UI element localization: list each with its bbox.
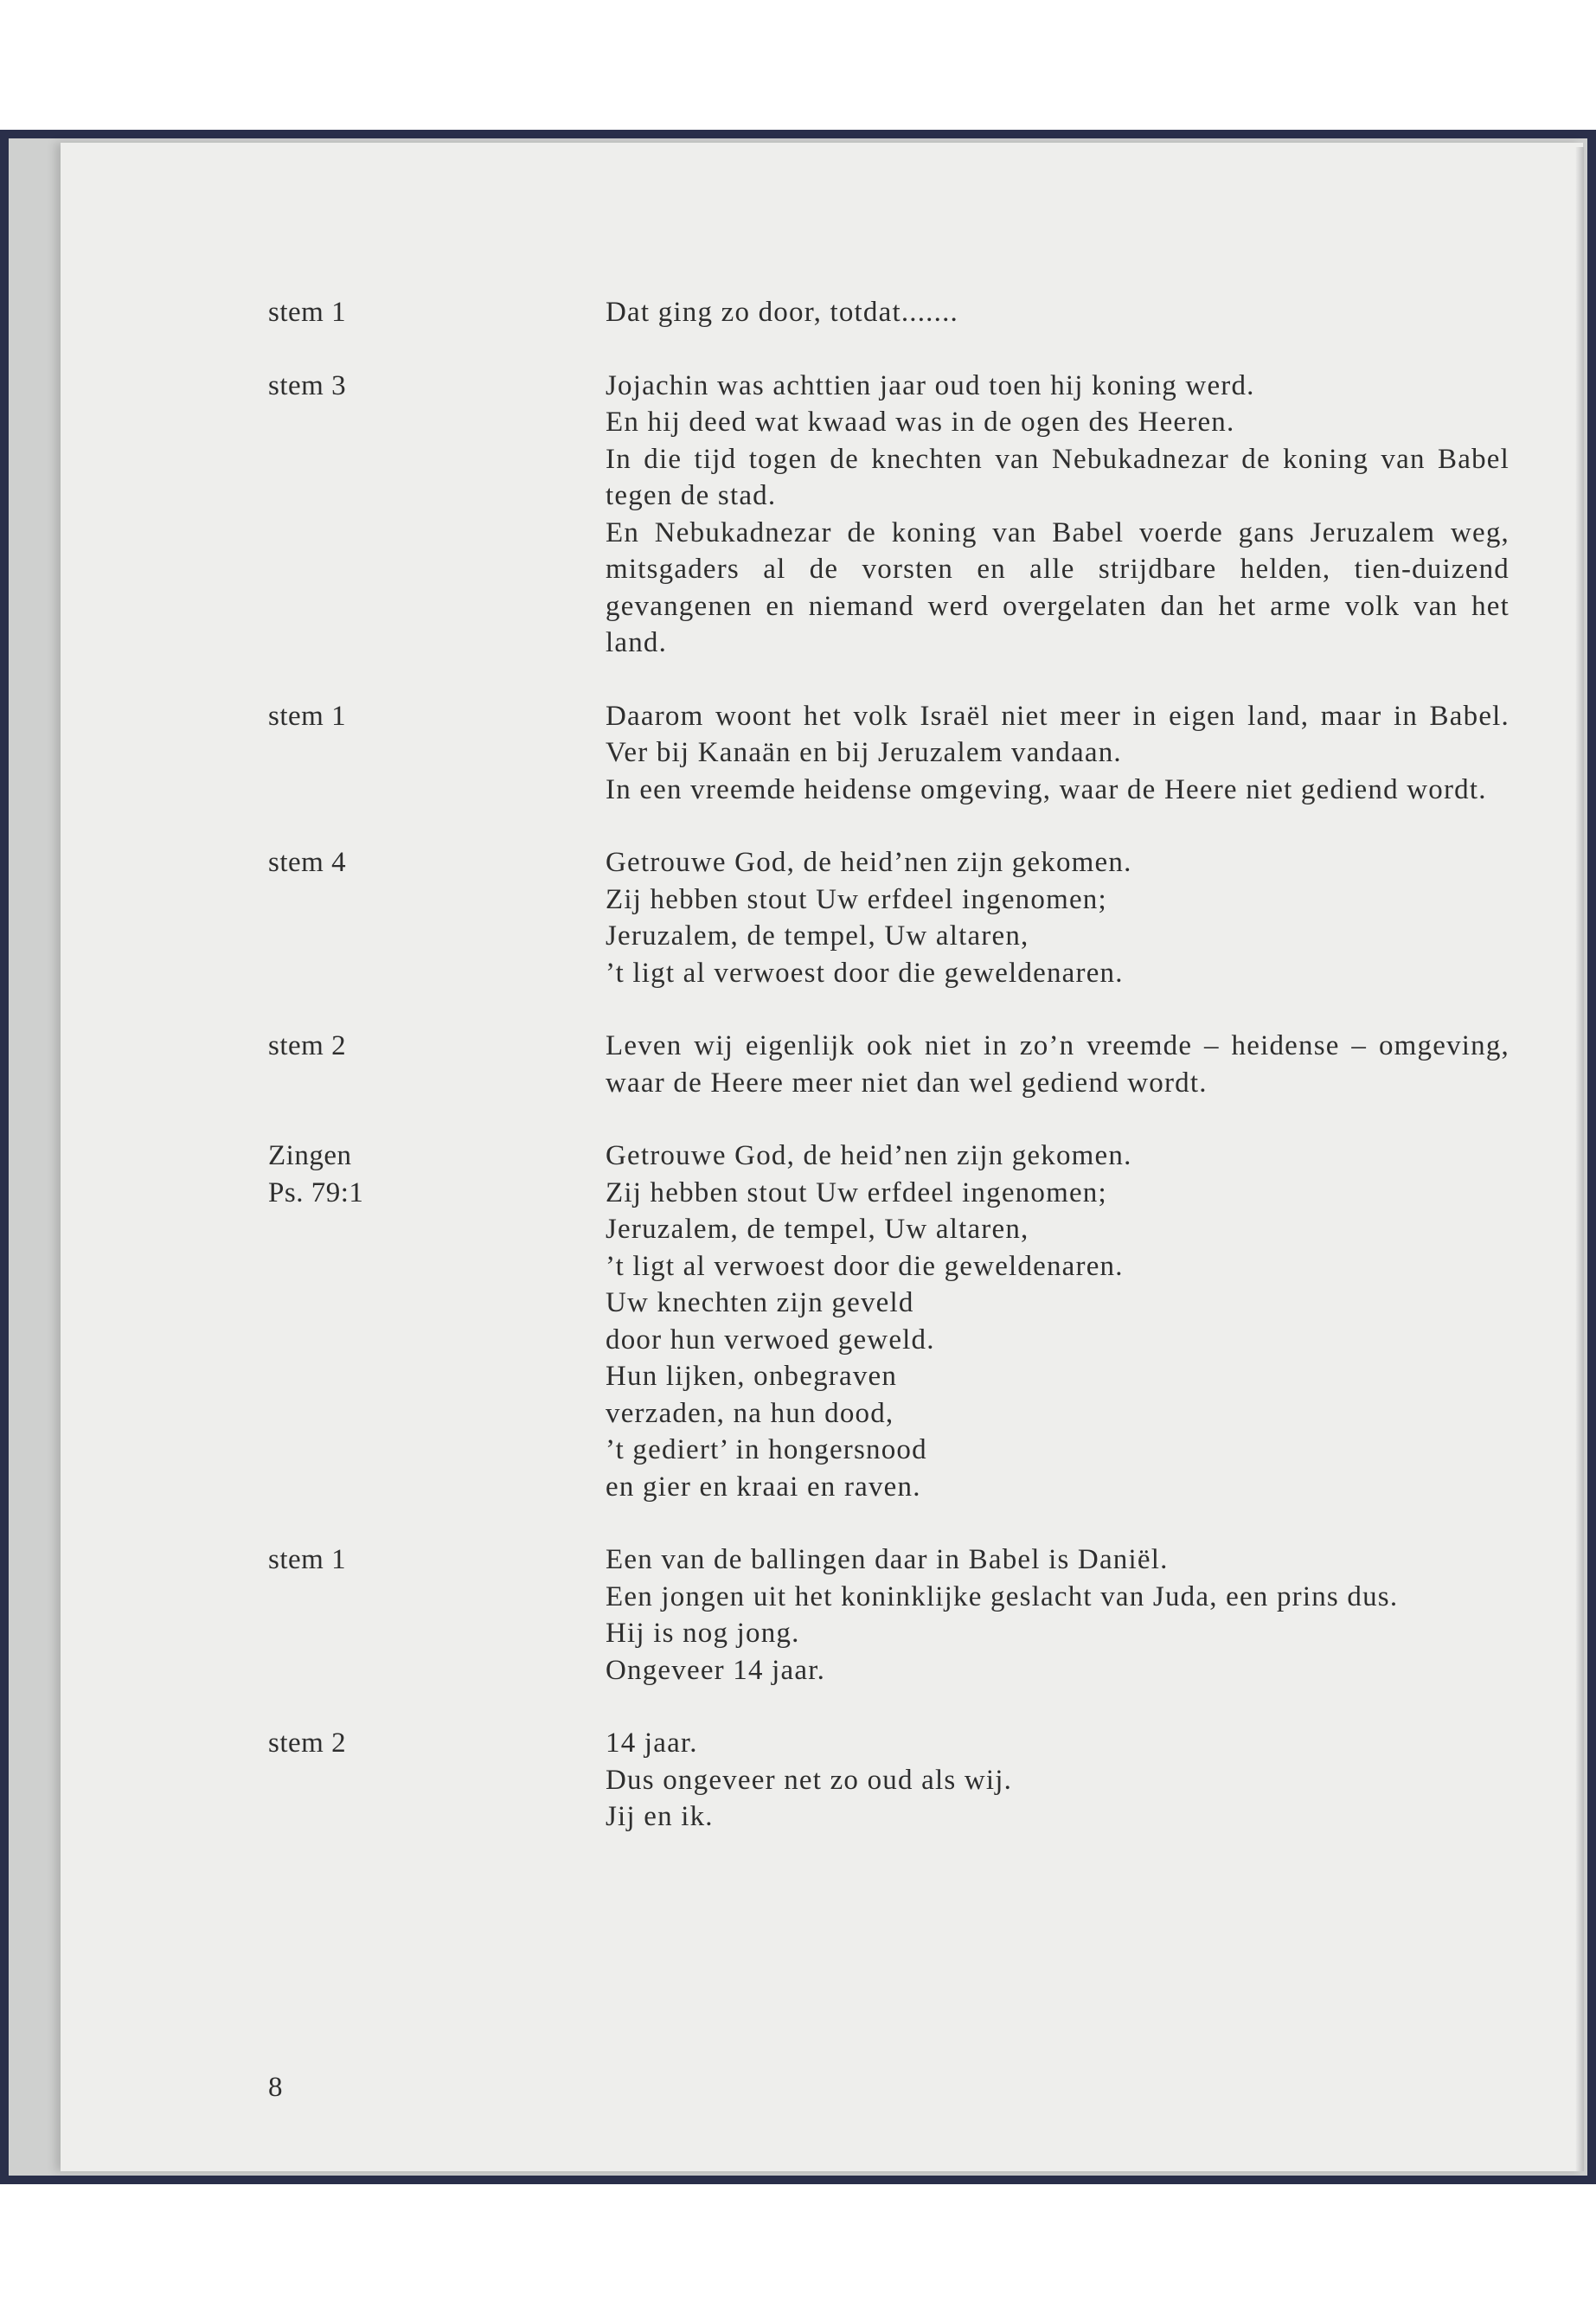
speaker-label — [268, 844, 606, 991]
script-entry — [268, 368, 1514, 662]
entry-gap — [268, 1689, 1514, 1725]
entry-gap — [268, 1505, 1514, 1541]
text-line: Getrouwe God, de heid’nen zijn gekomen. — [606, 847, 1132, 878]
text-line: en gier en kraai en raven. — [606, 1471, 921, 1503]
script-entry — [268, 1028, 1514, 1101]
text-line: door hun verwoed geweld. — [606, 1324, 935, 1356]
text-line: Getrouwe God, de heid’nen zijn gekomen. — [606, 1140, 1132, 1171]
entry-text — [606, 1541, 1509, 1689]
entry-text — [606, 1725, 1509, 1836]
speaker-line: stem 2 — [268, 1030, 347, 1061]
text-line: Een van de ballingen daar in Babel is Daniël. — [606, 1544, 1169, 1575]
page-right-edge — [1575, 147, 1584, 2171]
text-line: Daarom woont het volk Israël niet meer in eigen land, maar in Babel. Ver bij Kanaän en bij Jeruzalem vandaan. — [606, 700, 1509, 768]
speaker-label — [268, 1541, 606, 1689]
text-line: verzaden, na hun dood, — [606, 1397, 894, 1429]
text-line: Jeruzalem, de tempel, Uw altaren, — [606, 920, 1029, 952]
text-line: En hij deed wat kwaad was in de ogen des Heeren. — [606, 407, 1235, 438]
entry-gap — [268, 991, 1514, 1028]
speaker-line: Zingen — [268, 1140, 352, 1171]
text-line: En Nebukadnezar de koning van Babel voerde gans Jeruzalem weg, mitsgaders al de vorsten en alle strijdbare helden, tien-duizend gevangenen en niemand werd overgelaten dan het arme volk van het land. — [606, 516, 1509, 658]
page-number: 8 — [268, 2072, 283, 2103]
speaker-label — [268, 698, 606, 809]
text-line: Dus ongeveer net zo oud als wij. — [606, 1764, 1013, 1796]
entry-text — [606, 368, 1509, 662]
entry-gap — [268, 1101, 1514, 1138]
speaker-label — [268, 1028, 606, 1101]
entry-gap — [268, 662, 1514, 698]
text-line: Ongeveer 14 jaar. — [606, 1654, 826, 1686]
speaker-label — [268, 368, 606, 662]
text-line: Jeruzalem, de tempel, Uw altaren, — [606, 1214, 1029, 1245]
text-line: In een vreemde heidense omgeving, waar de Heere niet gediend wordt. — [606, 773, 1487, 805]
text-line: Hun lijken, onbegraven — [606, 1361, 898, 1392]
text-line: Leven wij eigenlijk ook niet in zo’n vreemde – heidense – omgeving, waar de Heere meer niet dan wel gediend wordt. — [606, 1030, 1509, 1099]
text-line: Hij is nog jong. — [606, 1618, 800, 1649]
text-line: In die tijd togen de knechten van Nebukadnezar de koning van Babel tegen de stad. — [606, 443, 1509, 511]
speaker-line: stem 4 — [268, 847, 347, 878]
entry-gap — [268, 808, 1514, 844]
text-line: ’t ligt al verwoest door die geweldenaren. — [606, 957, 1124, 989]
speaker-line: stem 1 — [268, 1544, 347, 1575]
speaker-line: Ps. 79:1 — [268, 1176, 364, 1208]
text-line: Zij hebben stout Uw erfdeel ingenomen; — [606, 1176, 1107, 1208]
entry-text — [606, 1138, 1509, 1505]
script-entry — [268, 1138, 1514, 1505]
entry-text — [606, 1028, 1509, 1101]
speaker-label — [268, 1138, 606, 1505]
text-line: Een jongen uit het koninklijke geslacht van Juda, een prins dus. — [606, 1580, 1399, 1612]
entry-text — [606, 294, 1509, 331]
speaker-label — [268, 294, 606, 331]
text-line: ’t ligt al verwoest door die geweldenaren. — [606, 1250, 1124, 1282]
script-entry — [268, 1725, 1514, 1836]
script-entry — [268, 844, 1514, 991]
speaker-line: stem 2 — [268, 1727, 347, 1759]
text-line: Zij hebben stout Uw erfdeel ingenomen; — [606, 883, 1107, 915]
text-line: Uw knechten zijn geveld — [606, 1287, 914, 1318]
script-entry — [268, 294, 1514, 331]
entry-text — [606, 844, 1509, 991]
script-entry — [268, 1541, 1514, 1689]
entry-gap — [268, 331, 1514, 368]
speaker-line: stem 1 — [268, 297, 347, 328]
speaker-label — [268, 1725, 606, 1836]
text-line: Dat ging zo door, totdat....... — [606, 297, 958, 328]
speaker-line: stem 3 — [268, 369, 347, 401]
text-line: 14 jaar. — [606, 1727, 698, 1759]
script-content — [268, 294, 1514, 1836]
text-line: Jij en ik. — [606, 1801, 714, 1832]
text-line: ’t gediert’ in hongersnood — [606, 1434, 927, 1465]
entry-text — [606, 698, 1509, 809]
speaker-line: stem 1 — [268, 700, 347, 732]
text-line: Jojachin was achttien jaar oud toen hij koning werd. — [606, 369, 1255, 401]
script-entry — [268, 698, 1514, 809]
